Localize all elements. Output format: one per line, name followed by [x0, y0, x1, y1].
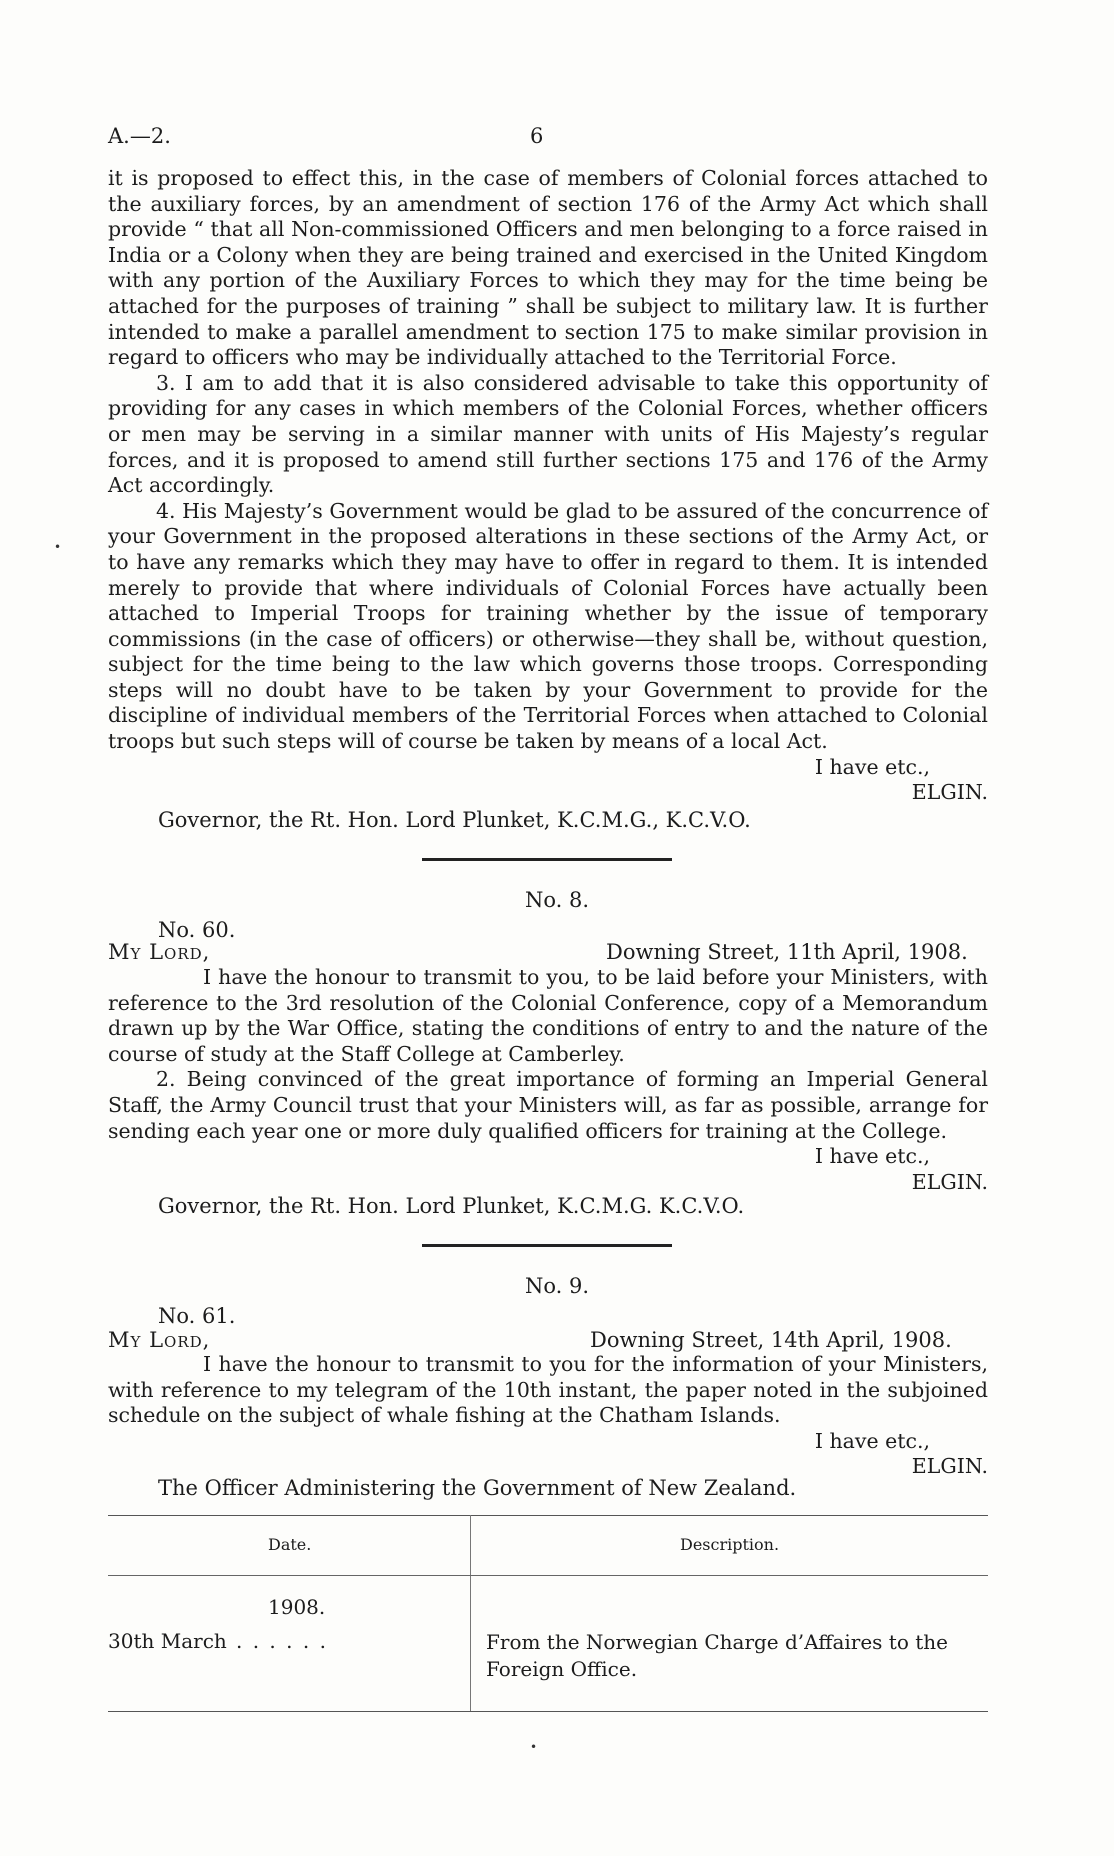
paragraph: 3. I am to add that it is also considered advisable to take this opportunity of providing for any cases in which members of the Colonial Forces, whether officers or men may be serving in a similar manner with units of His Majesty’s regular forces, and it is proposed to amend still further sections 175 and 176 of the Army Act accordingly. [108, 370, 988, 498]
table-top-rule [108, 1515, 988, 1516]
signoff [108, 1429, 988, 1480]
signoff [108, 1144, 988, 1195]
section-divider [422, 1244, 672, 1247]
despatch-number: No. 61. [158, 1304, 236, 1328]
closing-line: I have etc., [814, 1428, 930, 1453]
margin-dot: • [530, 1740, 538, 1754]
document-reference: A.—2. [108, 124, 171, 148]
dateline: Downing Street, 11th April, 1908. [606, 940, 968, 964]
closing-line: I have etc., [814, 1144, 930, 1169]
addressee: Governor, the Rt. Hon. Lord Plunket, K.C.M.G., K.C.V.O. [158, 808, 751, 832]
table-date-cell: 30th March [108, 1629, 227, 1653]
paragraph: I have the honour to transmit to you, to be laid before your Ministers, with reference to the 3rd resolution of the Colonial Conference, copy of a Memorandum drawn up by the War Office, stating the conditions of entry to and the nature of the course of study at the Staff College at Camberley. [108, 965, 988, 1066]
closing-line: I have etc., [814, 754, 930, 779]
addressee: The Officer Administering the Government of New Zealand. [158, 1476, 797, 1500]
paragraph: 2. Being convinced of the great importance of forming an Imperial General Staff, the Army Council trust that your Ministers will, as far as possible, arrange for sending each year one or more duly qualified officers for training at the College. [108, 1067, 988, 1143]
margin-dot: • [54, 540, 62, 554]
signature: ELGIN. [911, 780, 988, 805]
letter-body [108, 965, 988, 1195]
letter-number-heading: No. 8. [524, 888, 590, 912]
section-divider [422, 858, 672, 861]
salutation: My Lord, [108, 1328, 211, 1352]
page-header [108, 124, 1008, 154]
salutation: My Lord, [108, 940, 211, 964]
description-column-header: Description. [680, 1535, 780, 1554]
date-column-header: Date. [268, 1535, 312, 1554]
table-year: 1908. [268, 1595, 326, 1619]
column-divider [470, 1515, 471, 1711]
letter-continuation [108, 166, 988, 806]
signature: ELGIN. [911, 1454, 988, 1479]
page-number: 6 [530, 124, 544, 148]
paragraph: it is proposed to effect this, in the case of members of Colonial forces attached to the auxiliary forces, by an amendment of section 176 of the Army Act which shall provide “ that all Non-commissioned Officers and men belonging to a force raised in India or a Colony when they are being trained and exercised in the United Kingdom with any portion of the Auxiliary Forces to which they may for the time being be attached for the purposes of training ” shall be subject to military law. It is further intended to make a parallel amendment to section 175 to make similar provision in regard to officers who may be individually attached to the Territorial Force. [108, 166, 988, 370]
header-rule [108, 1575, 988, 1576]
table-description-cell: From the Norwegian Charge d’Affaires to the Foreign Office. [486, 1630, 948, 1681]
signoff [108, 755, 988, 806]
signature: ELGIN. [911, 1169, 988, 1194]
schedule-table [108, 1515, 988, 1711]
paragraph: 4. His Majesty’s Government would be glad to be assured of the concurrence of your Government in the proposed alterations in these sections of the Army Act, or to have any remarks which they may have to offer in regard to them. It is intended merely to provide that where individuals of Colonial Forces have actually been attached to Imperial Troops for training whether by the issue of temporary commissions (in the case of officers) or otherwise—they shall be, without question, subject for the time being to the law which governs those troops. Corresponding steps will no doubt have to be taken by your Government to provide for the discipline of individual members of the Territorial Forces when attached to Colonial troops but such steps will of course be taken by means of a local Act. [108, 498, 988, 754]
letter-body [108, 1352, 988, 1480]
paragraph: I have the honour to transmit to you for the information of your Ministers, with reference to my telegram of the 10th instant, the paper noted in the subjoined schedule on the subject of whale fishing at the Chatham Islands. [108, 1352, 988, 1428]
dot-leader: . . . . . . [236, 1629, 328, 1653]
letter-number-heading: No. 9. [524, 1274, 590, 1298]
dateline: Downing Street, 14th April, 1908. [590, 1328, 952, 1352]
table-bottom-rule [108, 1711, 988, 1712]
despatch-number: No. 60. [158, 918, 236, 942]
addressee: Governor, the Rt. Hon. Lord Plunket, K.C.M.G. K.C.V.O. [158, 1194, 745, 1218]
